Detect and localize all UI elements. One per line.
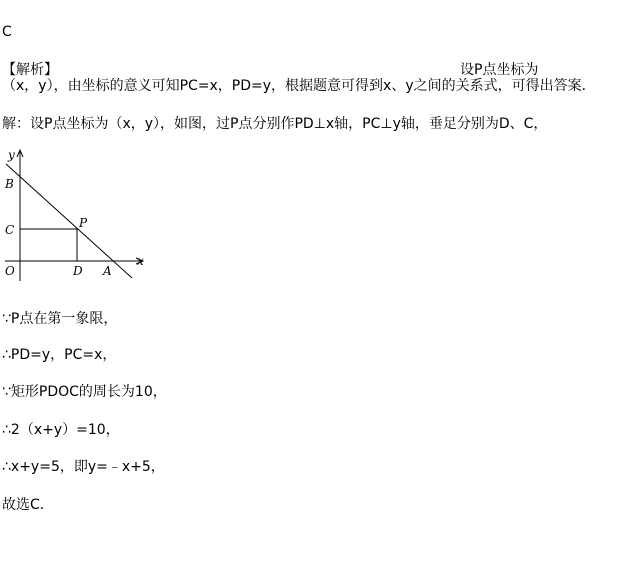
label-origin: O — [5, 264, 15, 278]
label-point-p: P — [79, 216, 88, 230]
label-y-axis: y — [8, 148, 15, 162]
analysis-body: （x，y），由坐标的意义可知PC=x，PD=y，根据题意可得到x、y之间的关系式，可得出答案． — [2, 78, 596, 94]
solution-step-5: ∴x+y=5，即y=﹣x+5， — [2, 459, 165, 475]
solution-intro: 解：设P点坐标为（x，y），如图，过P点分别作PD⊥x轴，PC⊥y轴，垂足分别为D、C， — [2, 116, 548, 132]
label-point-b: B — [5, 177, 14, 191]
solution-conclusion: 故选C． — [2, 497, 54, 513]
solution-step-4: ∴2（x+y）=10， — [2, 422, 120, 438]
analysis-note: 设P点坐标为 — [460, 62, 539, 78]
label-point-c: C — [5, 223, 15, 237]
label-point-a: A — [103, 264, 112, 278]
solution-step-1: ∵P点在第一象限， — [2, 311, 118, 327]
label-x-axis: x — [137, 254, 144, 268]
analysis-label: 【解析】 — [2, 62, 58, 78]
solution-step-2: ∴PD=y，PC=x， — [2, 347, 117, 363]
solution-step-3: ∵矩形PDOC的周长为10， — [2, 384, 167, 400]
coordinate-figure — [0, 146, 160, 286]
answer-text: C — [2, 24, 12, 40]
label-point-d: D — [73, 264, 83, 278]
